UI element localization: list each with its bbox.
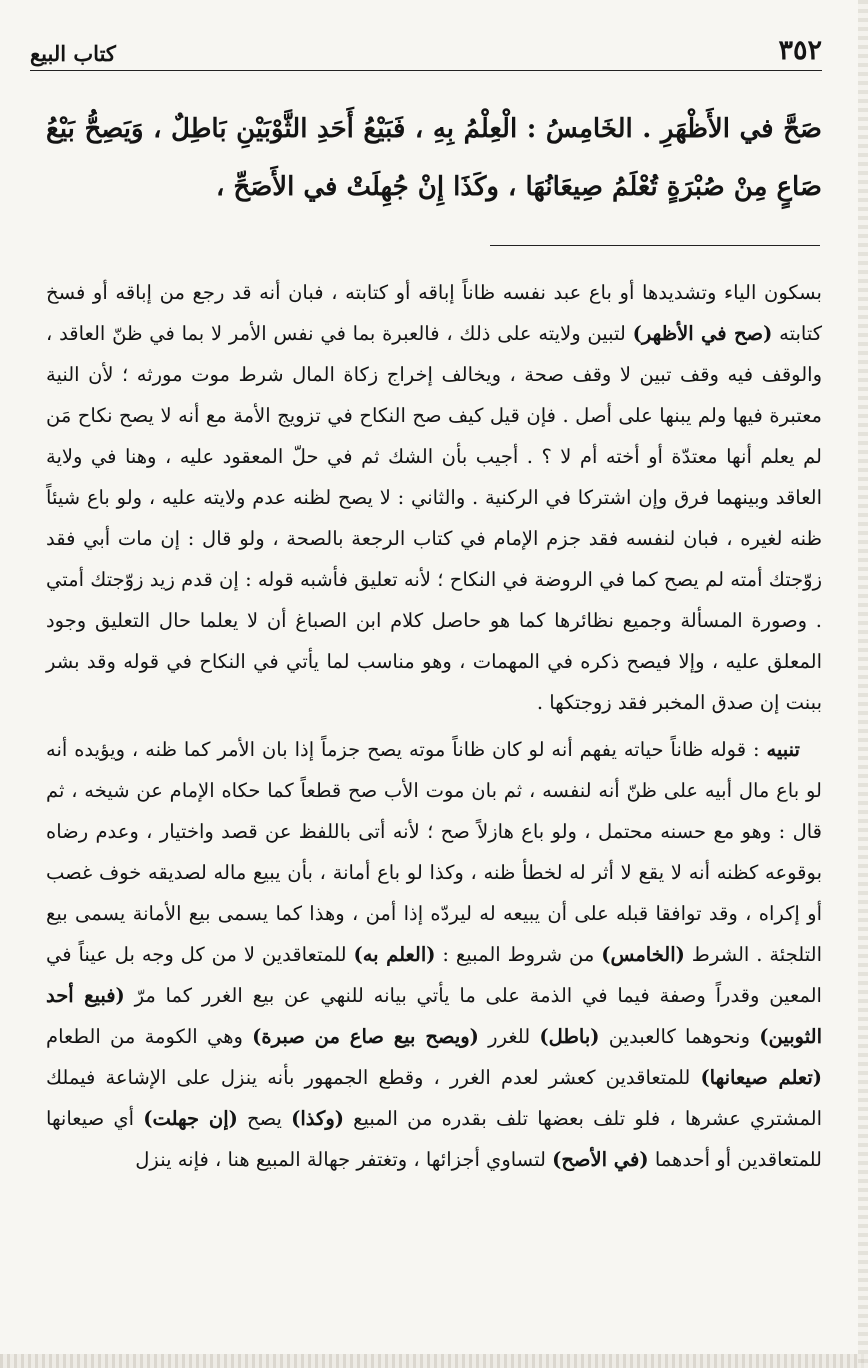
commentary-paragraph-1 [46, 272, 822, 723]
page-bottom-edge [0, 1354, 868, 1368]
text-run: لتبين ولايته على ذلك ، فالعبرة بما في نفس الأمر لا بما في ظنّ العاقد ، والوقف فيه وقف تبين لا وقف صحة ، ويخالف إخراج زكاة المال شرط موت مورثه ؛ لأن النية معتبرة فيها ولم يبنها على أصل . فإن قيل كيف صح النكاح في تزويج الأمة مع أنه لا يصح نكاح مَن لم يعلم أنها معتدّة أو أخته أم لا ؟ . أجيب بأن الشك ثم في حلّ المعقود عليه ، وهنا في ولاية العاقد وبينهما فرق وإن اشتركا في الركنية . والثاني : لا يصح لظنه عدم ولايته عليه ، ولو باع شيئاً ظنه لغيره ، فبان لنفسه فقد جزم الإمام في كتاب الرجعة بالصحة ، ولو قال : إن مات أبي فقد زوّجتك أمته لم يصح كما في الروضة في النكاح ؛ لأنه تعليق فأشبه قوله : إن قدم زيد زوّجتك أمتي . وصورة المسألة وجميع نظائرها كما هو حاصل كلام ابن الصباغ أن لا يعلما حال التعليق وجود المعلق عليه ، وإلا فيصح ذكره في المهمات ، وهو مناسب لما يأتي في النكاح في قوله وقد بشر ببنت إن صدق المخبر فقد زوجتكها . [46, 322, 822, 714]
quoted-matn: (باطل) [539, 1025, 600, 1048]
text-run: للمتعاقدين كعشر لعدم الغرر ، وقطع الجمهور بأنه ينزل على الإشاعة فيملك المشتري عشرها ، فلو تلف بعضها تلف بقدره من المبيع [46, 1066, 822, 1130]
text-run: أي صيعانها للمتعاقدين أو أحدهما [46, 1107, 822, 1171]
commentary-text [46, 272, 822, 1180]
quoted-matn: (تعلم صيعانها) [700, 1066, 822, 1089]
notice-label: تنبيه [766, 738, 800, 761]
quoted-matn: (فبيع أحد الثوبين) [46, 984, 822, 1048]
text-run: وهي الكومة من الطعام [46, 1025, 253, 1048]
text-run: : قوله ظاناً حياته يفهم أنه لو كان ظاناً موته يصح جزماً إذا بان الأمر كما ظنه ، ويؤيده أنه لو باع مال أبيه على ظنّ أنه لنفسه ، ثم بان موت الأب صح قطعاً كما حكاه الإمام عن شيخه ، ثم قال : وهو مع حسنه محتمل ، ولو باع هازلاً صح ؛ لأنه أتى باللفظ عن قصد واختيار ، وعدم رضاه بوقوعه كظنه أنه لا يقع لا أثر له لخطأ ظنه ، وكذا لو باع أمانة ، بأن يبيع ماله لصديقه خوف غصب أو إكراه ، وقد توافقا قبله على أن يبيعه له ليردّه إذا أمن ، وهذا كما يسمى بيع الأمانة يسمى بيع التلجئة . الشرط [46, 738, 822, 966]
text-run: يصح [237, 1107, 292, 1130]
text-run: للغرر [478, 1025, 540, 1048]
quoted-matn: (صح في الأظهر) [632, 322, 773, 345]
page-number: ٣٥٢ [778, 35, 822, 66]
quoted-matn: (في الأصح) [552, 1148, 649, 1171]
text-run: لتساوي أجزائها ، وتغتفر جهالة المبيع هنا ، فإنه ينزل [135, 1148, 553, 1171]
running-title: كتاب البيع [30, 41, 116, 66]
page-right-edge [858, 0, 868, 1368]
quoted-matn: (العلم به) [353, 943, 436, 966]
matn-text [46, 100, 822, 216]
quoted-matn: (وكذا) [291, 1107, 344, 1130]
quoted-matn: (إن جهلت) [143, 1107, 238, 1130]
commentary-paragraph-2 [46, 729, 822, 1180]
matn-paragraph: صَحَّ في الأَظْهَرِ . الخَامِسُ : الْعِلْمُ بِهِ ، فَبَيْعُ أَحَدِ الثَّوْبَيْنِ بَاطِلٌ ، وَيَصِحُّ بَيْعُ صَاعٍ مِنْ صُبْرَةٍ تُعْلَمُ صِيعَانُهَا ، وكَذَا إِنْ جُهِلَتْ في الأَصَحِّ ، [46, 114, 822, 202]
text-run: للمتعاقدين لا من كل وجه بل عيناً في المعين وقدراً وصفة فيما في الذمة على ما يأتي بيانه للنهي عن بيع الغرر كما مرّ [46, 943, 822, 1007]
quoted-matn: (ويصح بيع صاع من صبرة) [252, 1025, 479, 1048]
text-run: من شروط المبيع : [435, 943, 602, 966]
text-run: بسكون الياء وتشديدها أو باع عبد نفسه ظاناً إباقه أو كتابته ، فبان أنه قد رجع من إباقه أو فسخ كتابته [46, 281, 822, 345]
quoted-matn: (الخامس) [601, 943, 685, 966]
text-run: ونحوهما كالعبدين [599, 1025, 760, 1048]
divider-line [490, 245, 820, 246]
page-header [30, 28, 822, 71]
